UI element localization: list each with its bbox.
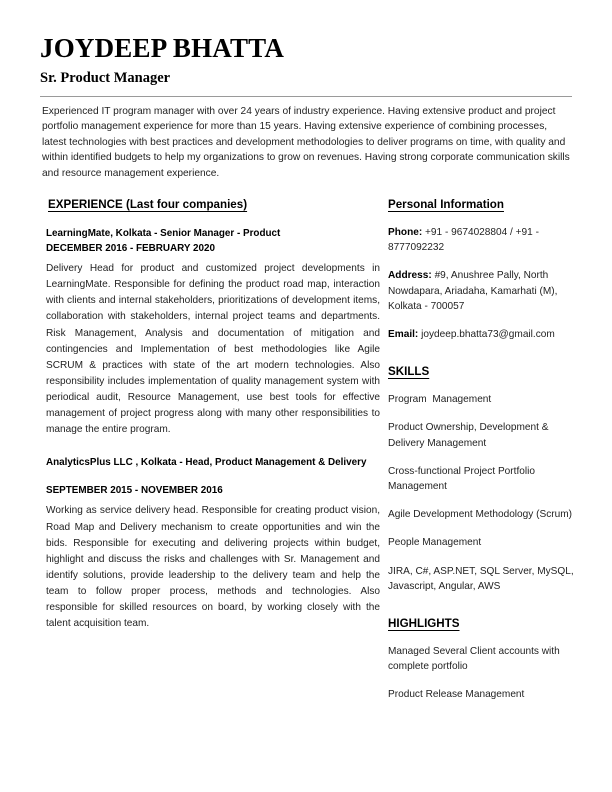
skill-item: Cross-functional Project Portfolio Management: [388, 465, 538, 493]
skill-item: People Management: [388, 537, 482, 549]
skill-item: Program Management: [388, 394, 492, 406]
address-label: Address:: [388, 270, 432, 282]
candidate-name: JOYDEEP BHATTA: [40, 33, 285, 63]
experience-dates: SEPTEMBER 2015 - NOVEMBER 2016: [46, 484, 223, 496]
skill-item: Agile Development Methodology (Scrum): [388, 509, 573, 521]
skills-section: [388, 364, 577, 594]
experience-organization: AnalyticsPlus LLC , Kolkata - Head, Product Management & Delivery: [46, 457, 367, 469]
resume-header: [40, 33, 572, 87]
experience-entry: [40, 227, 380, 438]
header-divider: [40, 96, 572, 97]
highlights-section: [388, 616, 574, 703]
skills-heading: SKILLS: [388, 365, 430, 379]
address-item: [388, 268, 574, 314]
experience-heading: EXPERIENCE (Last four companies): [48, 198, 248, 211]
experience-entry: [40, 456, 380, 632]
experience-column: [40, 197, 380, 632]
phone-item: [388, 225, 574, 255]
professional-summary: Experienced IT program manager with over 24 years of industry experience. Having extensive product and project portfolio management experience for more than 15 years. Having extensive experience of combining processes, latest technologies with best practices and development methodologies to deliver programs on time, with quality and within identified budgets to help my organizations to grow on revenues. Having strong corporate communication skills and resource management experience.: [42, 106, 570, 179]
highlight-item: Managed Several Client accounts with complete portfolio: [388, 646, 563, 673]
candidate-title: Sr. Product Manager: [40, 70, 171, 86]
highlights-heading: HIGHLIGHTS: [388, 617, 460, 631]
email-item: [388, 327, 574, 342]
experience-description: Working as service delivery head. Responsible for creating product vision, Road Map and Delivery mechanism to create opportunities and win the bids. Responsible for executing and delivering projects within budget, highlight and discuss the risks and challenges with Sr. Management and identify solutions, provide leadership to the delivery team and help the team to follow proper process, methods and technologies. Also responsible for skilled resources on board, by working closely with the talent acquisition team.: [46, 505, 380, 630]
experience-organization: LearningMate, Kolkata - Senior Manager - Product: [46, 228, 281, 239]
skill-item: JIRA, C#, ASP.NET, SQL Server, MySQL, Javascript, Angular, AWS: [388, 565, 577, 592]
experience-description: Delivery Head for product and customized project developments in LearningMate. Responsible for defining the product road map, interaction with clients and internal stakeholders, prioritizations of development items, collaboration with stakeholders, internal project teams and departments. Risk Management, Analysis and documentation of mitigation and contingencies and Implementation of best methodologies like Agile SCRUM & practices with state of the art modern technologies. Also responsibility includes implementation of quality management system with periodical audit, Resource Management, use best tools for effective management of project progress along with many other responsibilities to manage the entire program.: [46, 263, 380, 436]
email-value: joydeep.bhatta73@gmail.com: [418, 329, 555, 341]
email-label: Email:: [388, 329, 419, 341]
personal-information-heading: Personal Information: [388, 198, 504, 211]
skill-item: Product Ownership, Development & Delivery Management: [388, 422, 552, 449]
personal-information-section: [388, 197, 574, 342]
phone-value: +91 - 9674028804 / +91 - 8777092232: [388, 227, 539, 254]
experience-dates: DECEMBER 2016 - FEBRUARY 2020: [46, 242, 216, 254]
phone-label: Phone:: [388, 227, 423, 238]
sidebar-column: [388, 197, 577, 703]
highlight-item: Product Release Management: [388, 689, 525, 701]
address-value: #9, Anushree Pally, North Nowdapara, Ariadaha, Kamarhati (M), Kolkata - 700057: [388, 270, 558, 312]
